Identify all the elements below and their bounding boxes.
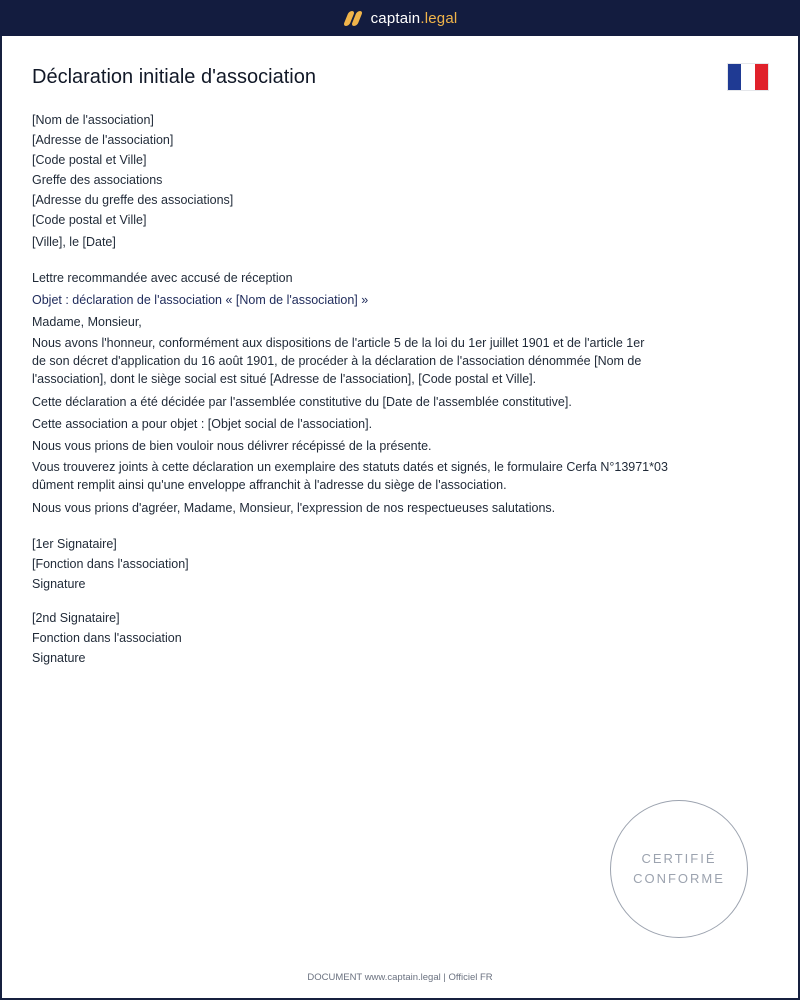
double-slash-logo-icon <box>343 10 363 26</box>
stamp-line-1: CERTIFIÉ <box>641 851 717 866</box>
brand-name: captain.legal <box>370 9 458 27</box>
date-line: [Ville], le [Date] <box>32 235 116 249</box>
paragraph-line: l'association], dont le siège social est situé [Adresse de l'association], [Code postal et Ville]. <box>32 372 537 386</box>
signature-label: Signature <box>32 651 86 665</box>
signatory-block-2 <box>32 608 752 668</box>
stamp-line-2: CONFORME <box>633 871 725 886</box>
signature-label: Signature <box>32 577 86 591</box>
certified-stamp <box>610 800 748 938</box>
paragraph-declaration <box>32 334 752 392</box>
delivery-mode: Lettre recommandée avec accusé de réception <box>32 271 293 285</box>
subject-line: Objet : déclaration de l'association « [Nom de l'association] » <box>32 293 369 307</box>
signatory-name: [2nd Signataire] <box>32 611 120 625</box>
paragraph-line: dûment remplit ainsi qu'une enveloppe affranchit à l'adresse du siège de l'association. <box>32 478 507 492</box>
paragraph-attachments <box>32 458 752 498</box>
address-line: [Nom de l'association] <box>32 113 154 127</box>
signatory-function: [Fonction dans l'association] <box>32 557 189 571</box>
letter-body <box>32 110 752 668</box>
paragraph-line: de son décret d'application du 16 août 1901, de procéder à la déclaration de l'association dénommée [Nom de <box>32 354 642 368</box>
signatory-function: Fonction dans l'association <box>32 631 182 645</box>
signatory-name: [1er Signataire] <box>32 537 117 551</box>
paragraph-line: Vous trouverez joints à cette déclaration un exemplaire des statuts datés et signés, le formulaire Cerfa N°13971*03 <box>32 460 668 474</box>
address-line: [Code postal et Ville] <box>32 213 147 227</box>
address-line: Greffe des associations <box>32 173 163 187</box>
closing-formula: Nous vous prions d'agréer, Madame, Monsieur, l'expression de nos respectueuses salutations. <box>32 501 556 515</box>
address-line: [Adresse de l'association] <box>32 133 174 147</box>
footer-text: DOCUMENT www.captain.legal | Officiel FR <box>307 972 493 983</box>
paragraph-decision: Cette déclaration a été décidée par l'assemblée constitutive du [Date de l'assemblée constitutive]. <box>32 395 572 409</box>
address-block <box>32 110 752 232</box>
document-page <box>2 36 798 998</box>
paragraph-object: Cette association a pour objet : [Objet social de l'association]. <box>32 417 373 431</box>
top-bar <box>0 0 800 36</box>
paragraph-line: Nous avons l'honneur, conformément aux dispositions de l'article 5 de la loi du 1er juillet 1901 et de l'article 1er <box>32 336 645 350</box>
brand-logo[interactable] <box>343 10 458 27</box>
salutation: Madame, Monsieur, <box>32 315 142 329</box>
signatory-block-1 <box>32 534 752 590</box>
france-flag-icon <box>728 64 768 90</box>
paragraph-receipt: Nous vous prions de bien vouloir nous délivrer récépissé de la présente. <box>32 439 432 453</box>
address-line: [Adresse du greffe des associations] <box>32 193 234 207</box>
document-title: Déclaration initiale d'association <box>32 66 316 88</box>
address-line: [Code postal et Ville] <box>32 153 147 167</box>
